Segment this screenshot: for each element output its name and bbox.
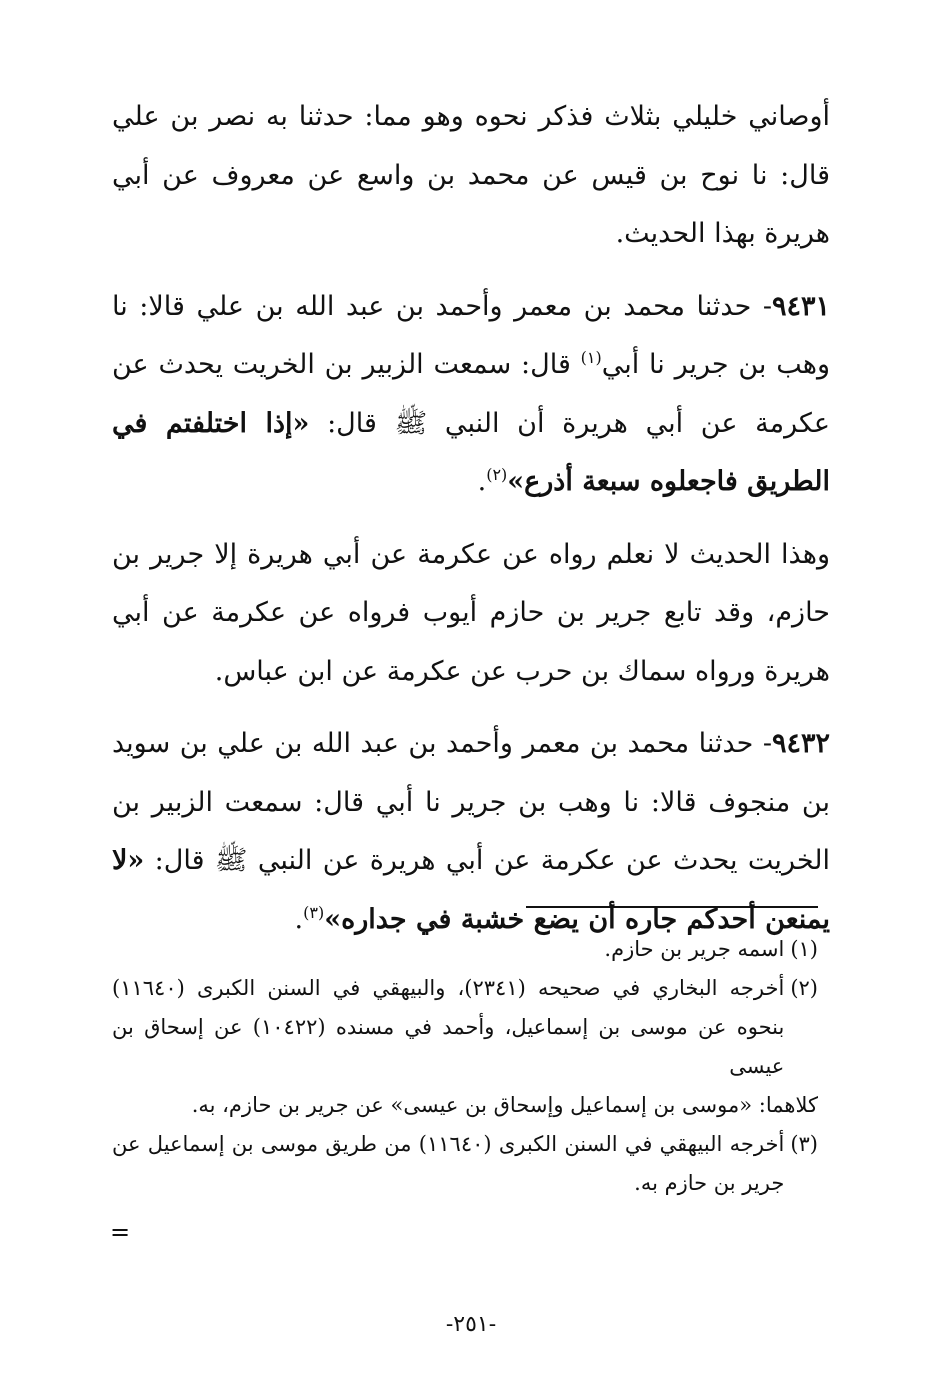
hadith-9432 (112, 715, 830, 949)
page-number: -٢٥١- (445, 1312, 497, 1337)
footnote-ref[interactable]: (١) (580, 348, 602, 367)
commentary-paragraph: وهذا الحديث لا نعلم رواه عن عكرمة عن أبي هريرة إلا جرير بن حازم، وقد تابع جرير بن حازم أيوب فرواه عن عكرمة عن أبي هريرة ورواه سماك بن حرب عن عكرمة عن ابن عباس. (112, 538, 830, 687)
footnote-ref[interactable]: (٢) (486, 465, 508, 484)
hadith-text: - حدثنا محمد بن معمر وأحمد بن عبد الله بن علي بن سويد بن منجوف قالا: نا وهب بن جرير نا أبي قال: سمعت الزبير بن الخريت يحدث عن عكرمة عن أبي هريرة عن النبي ﷺ قال: (112, 728, 830, 876)
footnote-2-continuation (112, 1086, 818, 1125)
footnote-marker: (١) (790, 937, 818, 961)
footnote-1 (112, 930, 818, 969)
footnote-text: أخرجه البخاري في صحيحه (٢٣٤١)، والبيهقي في السنن الكبرى (١١٦٤٠) بنحوه عن موسى بن إسماعيل، وأحمد في مسنده (١٠٤٢٢) عن إسحاق بن عيسى (112, 976, 785, 1078)
hadith-text: - حدثنا محمد بن معمر وأحمد بن عبد الله بن علي قالا: نا وهب بن جرير نا أبي (112, 290, 830, 380)
hadith-9431 (112, 278, 830, 512)
footnote-marker: (٣) (790, 1132, 818, 1156)
footnote-separator (526, 906, 818, 908)
hadith-number: ٩٤٣١ (771, 290, 830, 322)
footnote-text: كلاهما: «موسى بن إسماعيل وإسحاق بن عيسى» عن جرير بن حازم، به. (191, 1093, 818, 1117)
hadith-quote: «لا يمنعن أحدكم جاره أن يضع خشبة في جداره» (112, 845, 830, 935)
sentence-end: . (477, 466, 487, 497)
footnote-3 (112, 1125, 818, 1203)
footnote-2 (112, 969, 818, 1086)
footnote-text: اسمه جرير بن حازم. (604, 937, 785, 961)
continuation-mark: = (110, 1218, 131, 1246)
hadith-quote: «إذا اختلفتم في الطريق فاجعلوه سبعة أذرع» (112, 407, 830, 497)
hadith-text: قال: سمعت الزبير بن الخريت يحدث عن عكرمة عن أبي هريرة أن النبي ﷺ قال: (112, 349, 830, 439)
main-text (112, 88, 830, 949)
footnote-text: أخرجه البيهقي في السنن الكبرى (١١٦٤٠) من طريق موسى بن إسماعيل عن جرير بن حازم به. (112, 1132, 785, 1195)
hadith-number: ٩٤٣٢ (771, 728, 830, 759)
footnote-ref[interactable]: (٣) (303, 902, 325, 922)
footnote-marker: (٢) (790, 976, 818, 1000)
paragraph-continuation: أوصاني خليلي بثلاث فذكر نحوه وهو مما: حدثنا به نصر بن علي قال: نا نوح بن قيس عن محمد بن واسع عن معروف عن أبي هريرة بهذا الحديث. (112, 101, 830, 249)
footnotes (112, 930, 818, 1203)
sentence-end: . (294, 903, 304, 935)
